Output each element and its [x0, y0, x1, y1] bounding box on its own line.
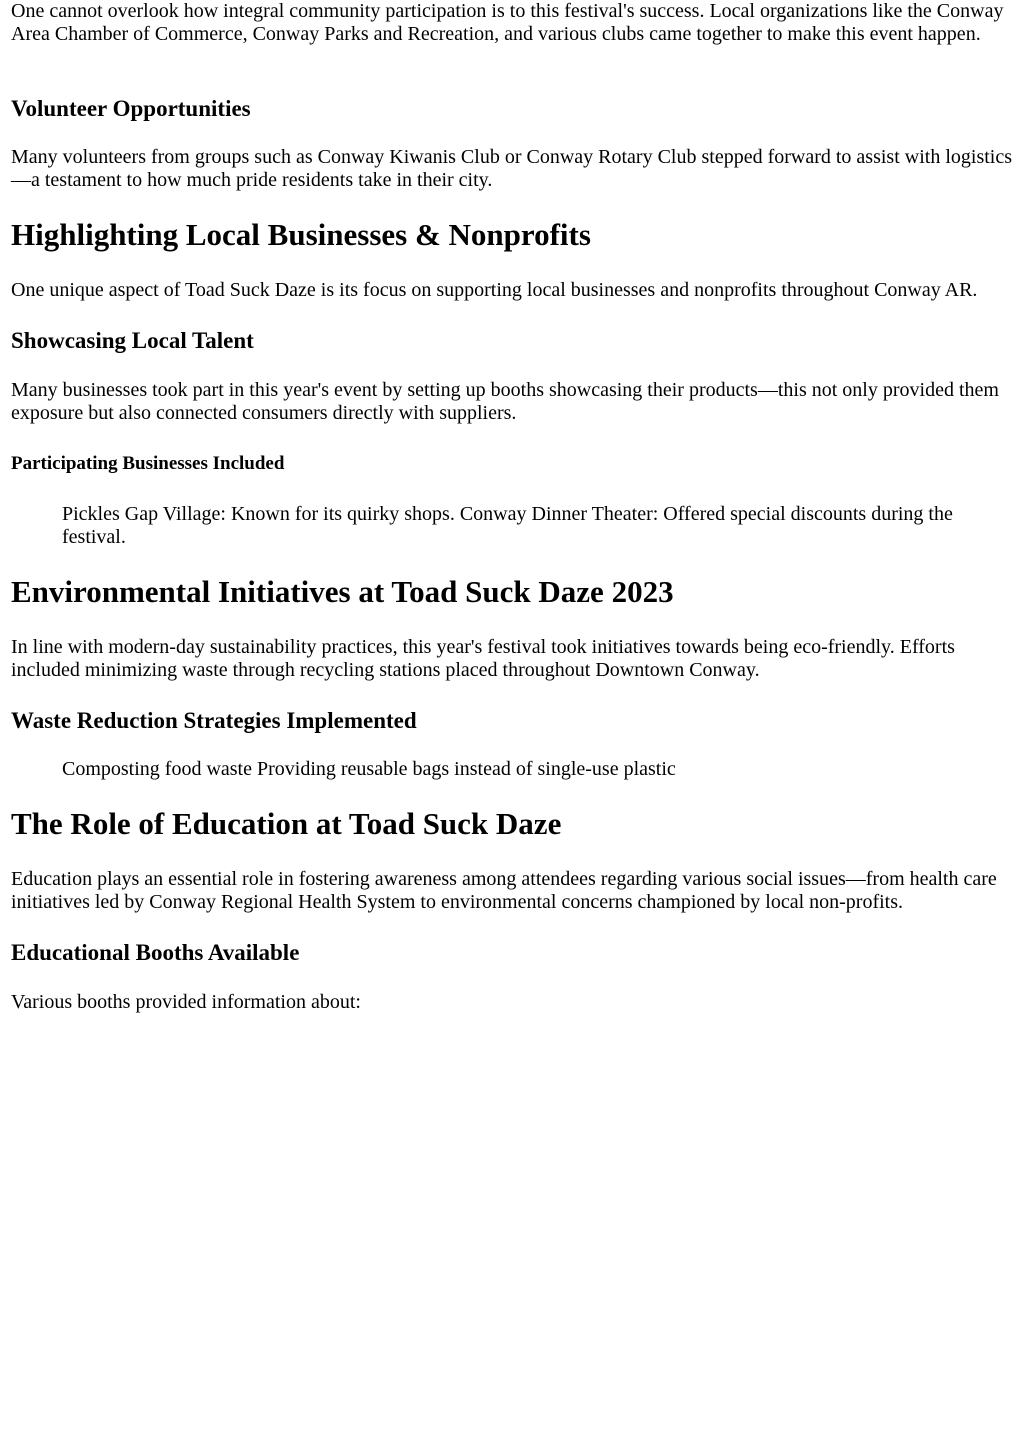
education-paragraph: Education plays an essential role in fostering awareness among attendees regarding various social issues—from health care initiatives led by Conway Regional Health System to environmental concerns championed by local non-profits. — [11, 868, 997, 913]
showcasing-talent-heading: Showcasing Local Talent — [11, 328, 254, 353]
showcasing-talent-paragraph: Many businesses took part in this year's event by setting up booths showcasing their products—this not only provided them exposure but also connected consumers directly with suppliers. — [11, 379, 999, 424]
intro-paragraph: One cannot overlook how integral community participation is to this festival's success. Local organizations like the Conway Area Chamber of Commerce, Conway Parks and Recreation, and various clubs came together to make this event happen. — [11, 0, 1004, 45]
volunteer-opportunities-heading: Volunteer Opportunities — [11, 96, 251, 121]
waste-reduction-quote: Composting food waste Providing reusable bags instead of single-use plastic — [62, 758, 676, 780]
environmental-initiatives-heading: Environmental Initiatives at Toad Suck Daze 2023 — [11, 574, 674, 609]
local-businesses-paragraph: One unique aspect of Toad Suck Daze is its focus on supporting local businesses and nonprofits throughout Conway AR. — [11, 279, 978, 301]
participating-businesses-heading: Participating Businesses Included — [11, 453, 285, 474]
participating-businesses-quote: Pickles Gap Village: Known for its quirky shops. Conway Dinner Theater: Offered special discounts during the festival. — [62, 503, 953, 548]
waste-reduction-heading: Waste Reduction Strategies Implemented — [11, 708, 417, 733]
local-businesses-heading: Highlighting Local Businesses & Nonprofits — [11, 217, 591, 252]
volunteer-paragraph: Many volunteers from groups such as Conway Kiwanis Club or Conway Rotary Club stepped forward to assist with logistics—a testament to how much pride residents take in their city. — [11, 146, 1012, 191]
educational-booths-paragraph: Various booths provided information about: — [11, 991, 361, 1013]
educational-booths-heading: Educational Booths Available — [11, 940, 300, 965]
education-role-heading: The Role of Education at Toad Suck Daze — [11, 806, 562, 841]
environmental-paragraph: In line with modern-day sustainability practices, this year's festival took initiatives towards being eco-friendly. Efforts included minimizing waste through recycling stations placed throughout Downtown Conway. — [11, 636, 955, 681]
